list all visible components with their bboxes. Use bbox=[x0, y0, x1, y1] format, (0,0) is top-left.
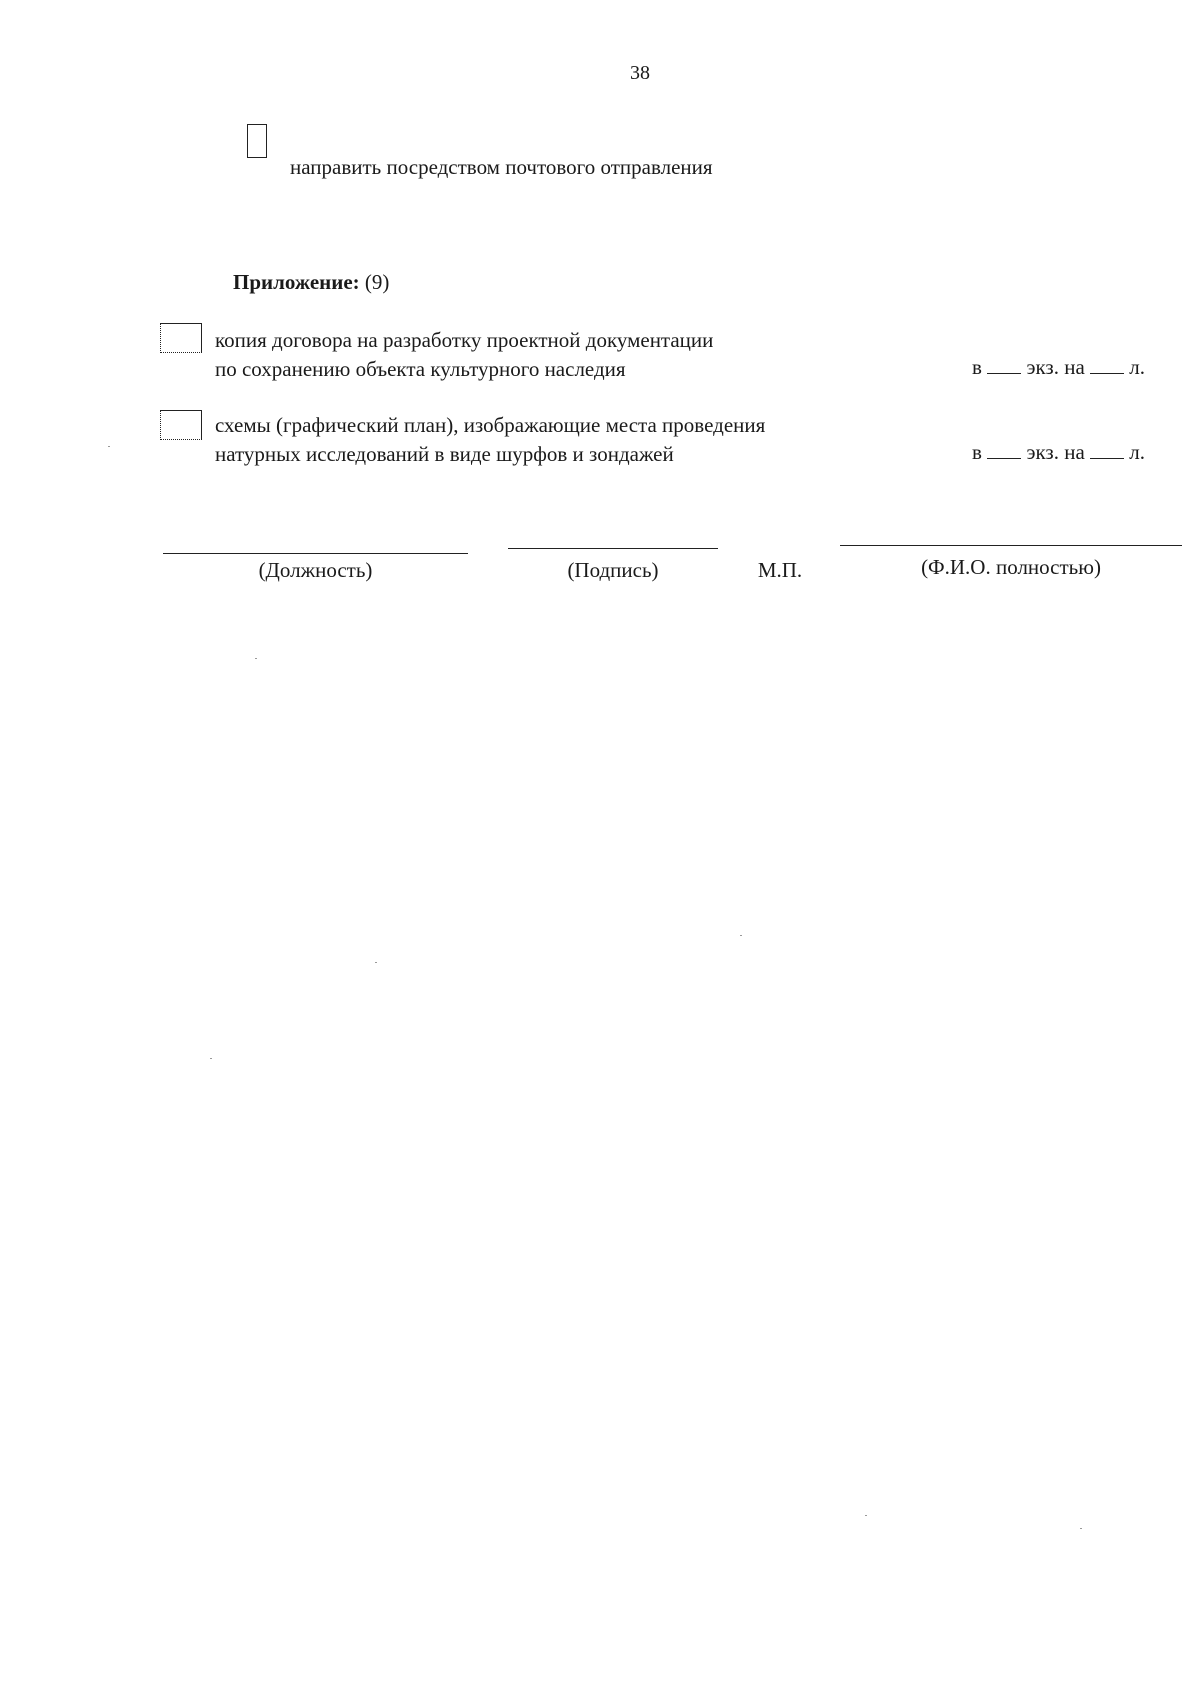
signature-caption: (Подпись) bbox=[567, 558, 659, 582]
attachment-checkbox-contract[interactable] bbox=[160, 323, 202, 353]
attachments-heading bbox=[233, 270, 389, 294]
scan-speck bbox=[1080, 1528, 1082, 1529]
attachment-checkbox-schemes[interactable] bbox=[160, 410, 202, 440]
position-line[interactable] bbox=[163, 553, 468, 554]
attachments-count: (9) bbox=[364, 270, 390, 294]
copies-middle: экз. на bbox=[1026, 355, 1085, 379]
scan-speck bbox=[108, 446, 110, 447]
copies-prefix: в bbox=[972, 355, 982, 379]
full-name-line[interactable] bbox=[840, 545, 1182, 546]
copies-count-blank[interactable] bbox=[987, 357, 1021, 374]
pages-count-blank[interactable] bbox=[1090, 442, 1124, 459]
attachment-contract-copies bbox=[895, 355, 1145, 379]
attachment-schemes-copies bbox=[895, 440, 1145, 464]
delivery-checkbox[interactable] bbox=[247, 124, 267, 158]
copies-suffix: л. bbox=[1129, 355, 1145, 379]
page-number: 38 bbox=[630, 62, 650, 84]
position-caption: (Должность) bbox=[258, 558, 373, 582]
copies-suffix: л. bbox=[1129, 440, 1145, 464]
scan-speck bbox=[740, 935, 742, 936]
attachment-schemes-line2: натурных исследований в виде шурфов и зондажей bbox=[215, 442, 674, 466]
signature-line[interactable] bbox=[508, 548, 718, 549]
copies-prefix: в bbox=[972, 440, 982, 464]
stamp-caption: М.П. bbox=[757, 558, 803, 582]
attachment-schemes-line1: схемы (графический план), изображающие места проведения bbox=[215, 413, 766, 437]
pages-count-blank[interactable] bbox=[1090, 357, 1124, 374]
attachment-contract-line1: копия договора на разработку проектной документации bbox=[215, 328, 714, 352]
attachment-contract-line2: по сохранению объекта культурного наследия bbox=[215, 357, 626, 381]
full-name-caption: (Ф.И.О. полностью) bbox=[921, 555, 1101, 579]
scan-speck bbox=[865, 1515, 867, 1516]
scan-speck bbox=[255, 658, 257, 659]
attachments-heading-label: Приложение: bbox=[233, 270, 360, 294]
copies-middle: экз. на bbox=[1026, 440, 1085, 464]
scan-speck bbox=[375, 962, 377, 963]
delivery-option-label: направить посредством почтового отправления bbox=[290, 155, 713, 179]
scan-speck bbox=[210, 1058, 212, 1059]
copies-count-blank[interactable] bbox=[987, 442, 1021, 459]
